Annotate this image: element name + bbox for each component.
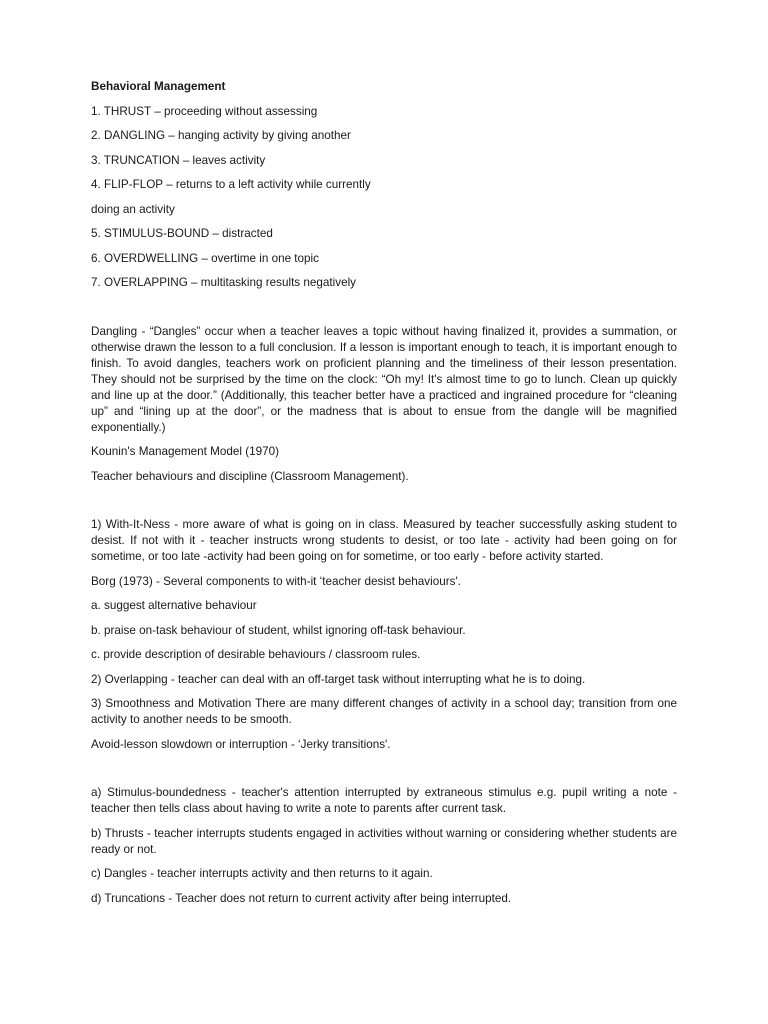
withitness-paragraph: 1) With-It-Ness - more aware of what is going on in class. Measured by teacher successfully asking student to desist. If not with it - teacher instructs wrong students to desist, or too late - activity had been going on for sometime, or too late -activity had been going on for sometime, or too early - before activity started. (91, 518, 677, 563)
smoothness-paragraph: 3) Smoothness and Motivation There are many different changes of activity in a school day; transition from one activity to another needs to be smooth. (91, 697, 677, 726)
spacer (91, 761, 677, 785)
component-item: c. provide description of desirable behaviours / classroom rules. (91, 648, 421, 661)
list-item-overdwelling: 6. OVERDWELLING – overtime in one topic (91, 251, 319, 265)
kounin-subheading: Teacher behaviours and discipline (Classroom Management). (91, 469, 409, 483)
jerky-item-stimulus: a) Stimulus-boundedness - teacher's attention interrupted by extraneous stimulus e.g. pupil writing a note - teacher then tells class about having to write a note to parents after current task. (91, 786, 677, 815)
list-item-dangling: 2. DANGLING – hanging activity by giving another (91, 129, 351, 142)
list-item-flip-flop: 4. FLIP-FLOP – returns to a left activity while currently (91, 178, 371, 191)
list-item-thrust: 1. THRUST – proceeding without assessing (91, 104, 318, 118)
list-item-flip-flop-continued: doing an activity (91, 202, 175, 216)
spacer (91, 493, 677, 517)
list-item-truncation: 3. TRUNCATION – leaves activity (91, 153, 266, 167)
list-item-overlapping: 7. OVERLAPPING – multitasking results negatively (91, 276, 357, 289)
component-item: a. suggest alternative behaviour (91, 599, 257, 612)
list-item-stimulus-bound: 5. STIMULUS-BOUND – distracted (91, 227, 273, 240)
jerky-item-truncations: d) Truncations - Teacher does not return to current activity after being interrupted. (91, 891, 512, 905)
avoid-line: Avoid-lesson slowdown or interruption - ‘Jerky transitions'. (91, 737, 391, 751)
overlapping-paragraph: 2) Overlapping - teacher can deal with an off-target task without interrupting what he is to doing. (91, 672, 586, 686)
jerky-item-thrusts: b) Thrusts - teacher interrupts students engaged in activities without warning or considering whether students are ready or not. (91, 826, 677, 856)
component-item: b. praise on-task behaviour of student, whilst ignoring off-task behaviour. (91, 623, 466, 637)
document-page (91, 79, 677, 915)
borg-line: Borg (1973) - Several components to with-it ‘teacher desist behaviours'. (91, 574, 461, 588)
spacer (91, 300, 677, 324)
kounin-heading: Kounin's Management Model (1970) (91, 445, 280, 458)
jerky-item-dangles: c) Dangles - teacher interrupts activity and then returns to it again. (91, 867, 433, 880)
document-title: Behavioral Management (91, 80, 226, 93)
dangling-paragraph: Dangling - “Dangles” occur when a teacher leaves a topic without having finalized it, provides a summation, or otherwise drawn the lesson to a full conclusion. If a lesson is important enough to teach, it is important enough to finish. To avoid dangles, teachers work on proficient planning and the timeliness of their lesson presentation. They should not be surprised by the time on the clock: “Oh my! It's almost time to go to lunch. Clean up quickly and line up at the door.” (Additionally, this teacher better have a practiced and ingrained procedure for “cleaning up” and “lining up at the door”, or the madness that is about to ensue from the dangle will be magnified exponentially.) (91, 324, 677, 434)
